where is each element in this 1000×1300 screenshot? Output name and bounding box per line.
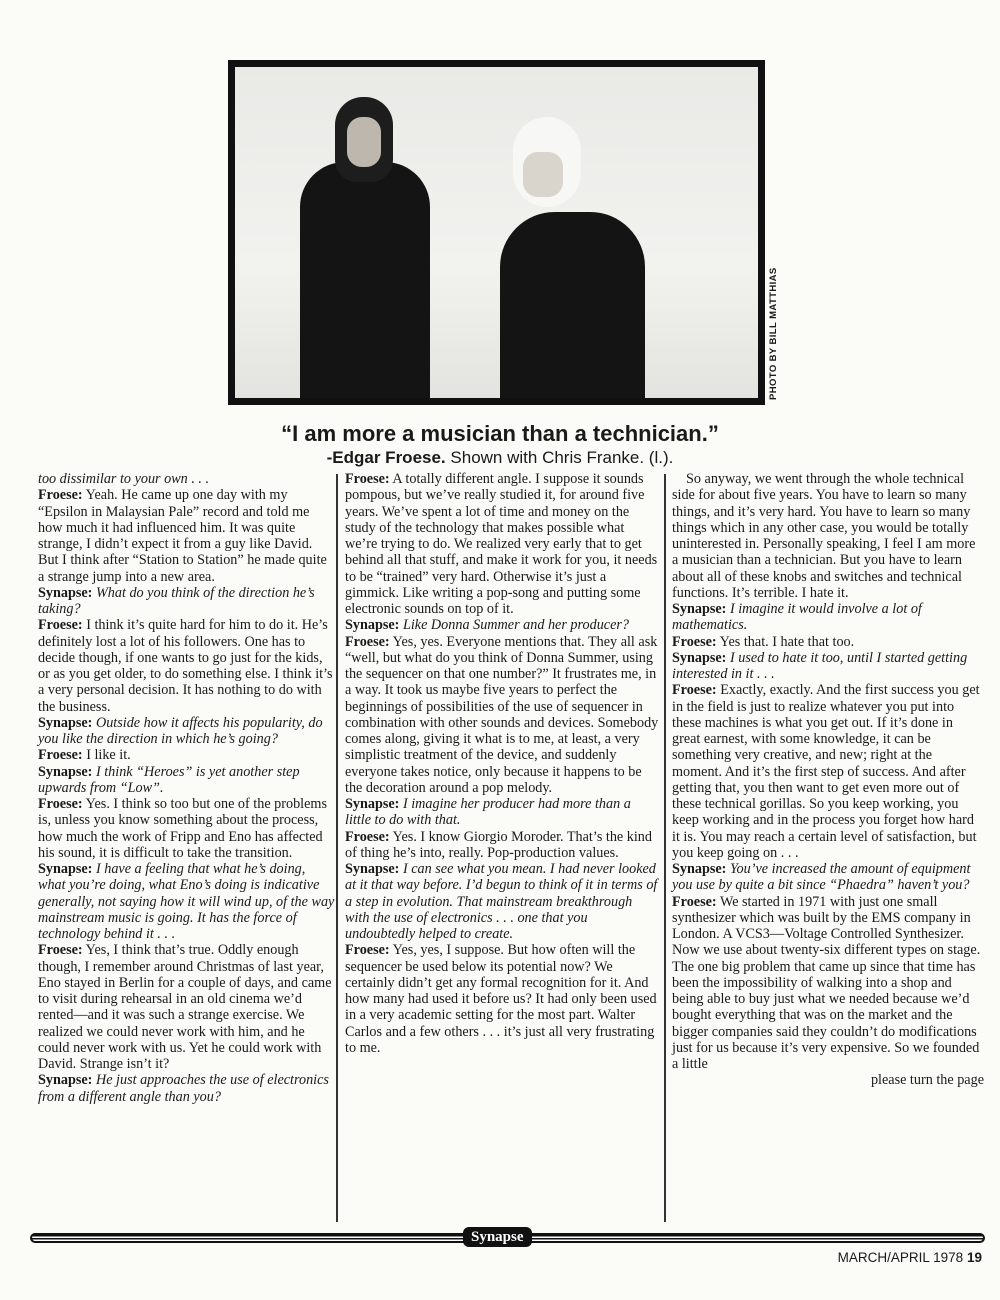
issue-date: MARCH/APRIL 1978 [837, 1250, 964, 1265]
column-divider [664, 474, 666, 1222]
figure-right-body [500, 212, 645, 398]
answer-text: Yes that. I hate that too. [719, 633, 855, 650]
photo-frame [228, 60, 765, 405]
caption-quote: “I am more a musician than a technician.” [281, 421, 719, 446]
speaker-label: Synapse: [672, 601, 727, 617]
interview-paragraph [345, 471, 659, 617]
speaker-label: Synapse: [672, 861, 727, 877]
answer-text: We started in 1971 with just one small synthesizer which was built by the EMS company in London. A VCS3—Voltage Controlled Synthesizer. Now we use about twenty-six different types on stage. The one big problem that came up since that time has been the impossibility of walking into a shop and being able to buy just what we needed because we’d bought everything that was on the market and the bigger companies said they couldn’t do modifications just for us because it’s very expensive. So we founded a little [672, 893, 981, 1072]
interview-paragraph [38, 764, 336, 797]
interview-paragraph [38, 861, 336, 942]
speaker-label: Froese: [345, 942, 390, 959]
answer-text: I think it’s quite hard for him to do it. He’s definitely lost a lot of his followers. One has to decide though, if one wants to go just for the kids, or as you get older, to do something else. I think it’s a very personal decision. It has nothing to do with the business. [38, 617, 333, 715]
interview-paragraph [38, 487, 336, 585]
body-paragraph [38, 471, 336, 487]
interview-paragraph [345, 634, 659, 797]
figure-left-face [347, 117, 381, 167]
interview-paragraph [345, 942, 659, 1056]
speaker-label: Froese: [38, 487, 83, 504]
speaker-label: Froese: [672, 893, 717, 910]
question-text: I have a feeling that what he’s doing, what you’re doing, what Eno’s doing is indicative generally, not saying how it will wind up, of the way mainstream music is going. It has the force of technology behind it . . . [38, 861, 335, 942]
interview-paragraph [38, 747, 336, 763]
question-text: Like Donna Summer and her producer? [402, 617, 630, 634]
interview-paragraph [345, 796, 659, 829]
answer-text: Yes. I think so too but one of the problems is, unless you know something about the process, how much the work of Fripp and Eno has affected his sound, it is difficult to take the transition. [38, 796, 327, 861]
speaker-label: Synapse: [38, 584, 93, 601]
speaker-label: Froese: [38, 747, 83, 764]
speaker-label: Froese: [345, 471, 390, 487]
answer-text: Yes, yes. Everyone mentions that. They all ask “well, but what do you think of Donna Summer, using the sequencer on that one number?” It frustrates me, in a way. It took us maybe five years to perfect the beginnings of possibilities of the use of sequencer in combination with other sounds and devices. Somebody comes along, giving it what is to me, at least, a very simplistic treatment of the device, and suddenly everyone takes notice, only because it happens to be the decoration around a pop melody. [345, 633, 659, 796]
interview-paragraph [672, 894, 984, 1073]
caption-subtitle [0, 448, 1000, 468]
speaker-label: Froese: [38, 617, 83, 634]
interview-paragraph [672, 650, 984, 683]
column-1 [38, 471, 336, 1105]
question-text: Outside how it affects his popularity, do you like the direction in which he’s going? [38, 714, 323, 747]
interview-paragraph [38, 796, 336, 861]
question-text: I think “Heroes” is yet another step upwards from “Low”. [38, 763, 300, 796]
speaker-label: Froese: [38, 796, 83, 812]
page-number: 19 [966, 1250, 982, 1265]
caption-name: -Edgar Froese. [326, 448, 446, 467]
speaker-label: Froese: [672, 682, 717, 699]
answer-text: I like it. [86, 747, 131, 764]
photo-credit: PHOTO BY BILL MATTHIAS [768, 267, 779, 400]
speaker-label: Froese: [672, 633, 717, 650]
answer-text: Exactly, exactly. And the first success you get in the field is just to realize whatever you put into these machines is what you get out. If it’s done in great earnest, with some knowledge, it can be something very creative, and new; right at the moment. And it’s the first step of success. And after getting that, you then want to get even more out of these technical gorillas. So you keep working, you keep working and in the process you forget how hard it is. You may reach a certain level of satisfaction, but you keep going on . . . [672, 682, 980, 861]
synapse-logo: Synapse [463, 1227, 532, 1247]
answer-text: A totally different angle. I suppose it sounds pompous, but we’ve really studied it, for around five years. We’ve spent a lot of time and money on the study of the technology that makes possible what we’re trying to do. We realized very early that to get behind all that stuff, and make it work for you, it needs to be “trained” very hard. Otherwise it’s just a gimmick. Like writing a pop-song and putting some electronic sounds on top of it. [345, 471, 658, 617]
speaker-label: Synapse: [672, 649, 727, 666]
interview-paragraph [672, 601, 984, 634]
answer-text: Yeah. He came up one day with my “Epsilon in Malaysian Pale” record and told me how much it had influenced him. It was quite strange, I didn’t expect it from a guy like David. But I think after “Station to Station” he made quite a strange jump into a new area. [38, 487, 327, 585]
speaker-label: Synapse: [345, 617, 400, 634]
interview-paragraph [38, 715, 336, 748]
question-text: What do you think of the direction he’s taking? [38, 584, 315, 617]
interview-paragraph [345, 617, 659, 633]
question-text: I used to hate it too, until I started getting interested in it . . . [672, 649, 968, 682]
speaker-label: Synapse: [38, 763, 93, 780]
speaker-label: Synapse: [38, 861, 93, 877]
interview-paragraph [345, 861, 659, 942]
question-text: I imagine her producer had more than a little to do with that. [345, 796, 631, 829]
interview-paragraph [38, 1072, 336, 1105]
interview-paragraph [672, 682, 984, 861]
figure-right-face [523, 152, 563, 197]
interview-paragraph [38, 585, 336, 618]
body-paragraph [672, 471, 984, 601]
question-text: too dissimilar to your own . . . [38, 471, 210, 487]
answer-text: Yes. I know Giorgio Moroder. That’s the kind of thing he’s into, really. Pop-production values. [345, 828, 652, 861]
continued-notice: please turn the page [870, 1072, 984, 1089]
figure-left-body [300, 162, 430, 398]
interview-paragraph [672, 861, 984, 894]
column-divider [336, 474, 338, 1222]
speaker-label: Synapse: [345, 796, 400, 812]
answer-text: Yes, I think that’s true. Oddly enough though, I remember around Christmas of last year, Eno stayed in Berlin for a couple of days, and came to visit during rehearsal in an old cinema we’d rented—and it was such a strange exercise. We realized we could never work with him, and he could never work with us. Yet he could work with David. Strange isn’t it? [38, 942, 332, 1072]
speaker-label: Synapse: [345, 861, 400, 877]
photo-edgar-froese-chris-franke [235, 67, 758, 398]
interview-paragraph [672, 634, 984, 650]
answer-text: So anyway, we went through the whole technical side for about five years. You have to learn so many things, and it’s very hard. You have to learn so many things which in any other case, you would be totally uninterested in. Personally speaking, I feel I am more a musician than a technician. But you have to learn about all of these knobs and switches and technical functions. It’s terrible. I hate it. [672, 471, 976, 601]
caption-description: Shown with Chris Franke. (l.). [450, 448, 674, 467]
question-text: I can see what you mean. I had never looked at it that way before. I’d begun to think of it in terms of a step in evolution. That mainstream breakthrough with the use of electronics . . . one that you undoubtedly helped to create. [345, 861, 658, 942]
column-3 [672, 471, 984, 1089]
interview-paragraph [38, 942, 336, 1072]
question-text: I imagine it would involve a lot of mathematics. [672, 601, 922, 634]
question-text: He just approaches the use of electronics from a different angle than you? [38, 1072, 329, 1105]
column-2 [345, 471, 659, 1056]
answer-text: Yes, yes, I suppose. But how often will the sequencer be used below its potential now? We certainly didn’t get any formal recognition for it. And how many had used it before us? It had only been used in a very academic setting for the most part. Walter Carlos and a few others . . . it’s just all very frustrating to me. [345, 942, 657, 1056]
speaker-label: Synapse: [38, 714, 93, 731]
speaker-label: Froese: [345, 633, 390, 650]
issue-info [838, 1250, 982, 1265]
question-text: You’ve increased the amount of equipment you use by quite a bit since “Phaedra” haven’t you? [672, 861, 971, 894]
speaker-label: Synapse: [38, 1072, 93, 1089]
speaker-label: Froese: [38, 942, 83, 959]
interview-paragraph [38, 617, 336, 715]
speaker-label: Froese: [345, 828, 390, 845]
interview-paragraph [345, 829, 659, 862]
